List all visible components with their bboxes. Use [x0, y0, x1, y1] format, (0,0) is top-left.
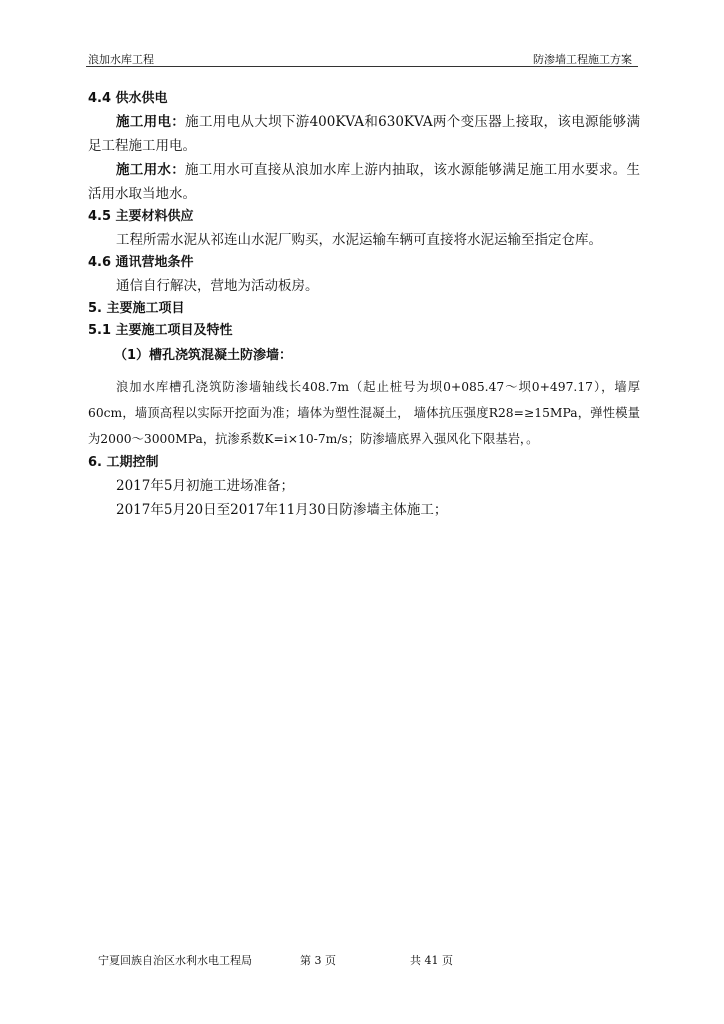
- schedule-line-1: 2017年5月初施工进场准备；: [116, 478, 294, 494]
- document-body: [88, 88, 640, 522]
- heading-5: 5. 主要施工项目: [88, 301, 185, 316]
- footer-page-number: 第 3 页: [300, 954, 336, 967]
- heading-6: 6. 工期控制: [88, 455, 159, 470]
- heading-5-1: 5.1 主要施工项目及特性: [88, 323, 233, 338]
- paragraph-communication-camp: 通信自行解决，营地为活动板房。: [116, 278, 319, 294]
- heading-4-5: 4.5 主要材料供应: [88, 209, 194, 224]
- schedule-line-2: 2017年5月20日至2017年11月30日防渗墙主体施工；: [116, 502, 448, 518]
- water-text: 施工用水可直接从浪加水库上游内抽取，该水源能够满足施工用水要求。生活用水取当地水。: [88, 162, 641, 202]
- paragraph-power-supply: [88, 110, 640, 158]
- footer-total-pages: 共 41 页: [410, 954, 453, 967]
- paragraph-cutoff-wall-specs: 浪加水库槽孔浇筑防渗墙轴线长408.7m（起止桩号为坝0+085.47～坝0+497.17），墙厚60cm，墙顶高程以实际开挖面为准；墙体为塑性混凝土， 墙体抗压强度R28=≥15MPa，弹性模量为2000～3000MPa，抗渗系数K=i×10-7m/s；防渗墙底界入强风化下限基岩，。: [88, 380, 640, 446]
- heading-4-4: 4.4 供水供电: [88, 91, 168, 106]
- footer-organization: 宁夏回族自治区水利水电工程局: [98, 954, 252, 967]
- item-title-cutoff-wall: （1）槽孔浇筑混凝土防渗墙：: [114, 348, 293, 363]
- header-project-name: 浪加水库工程: [88, 53, 154, 66]
- paragraph-water-supply: [88, 158, 640, 206]
- paragraph-material-supply: 工程所需水泥从祁连山水泥厂购买，水泥运输车辆可直接将水泥运输至指定仓库。: [116, 232, 602, 248]
- heading-4-6: 4.6 通讯营地条件: [88, 255, 194, 270]
- page-header: [86, 50, 638, 67]
- header-document-title: 防渗墙工程施工方案: [533, 53, 632, 66]
- page-footer: [98, 952, 498, 966]
- power-text: 施工用电从大坝下游400KVA和630KVA两个变压器上接取，该电源能够满足工程施工用电。: [88, 114, 641, 154]
- water-label: 施工用水：: [116, 162, 185, 178]
- power-label: 施工用电：: [116, 114, 186, 130]
